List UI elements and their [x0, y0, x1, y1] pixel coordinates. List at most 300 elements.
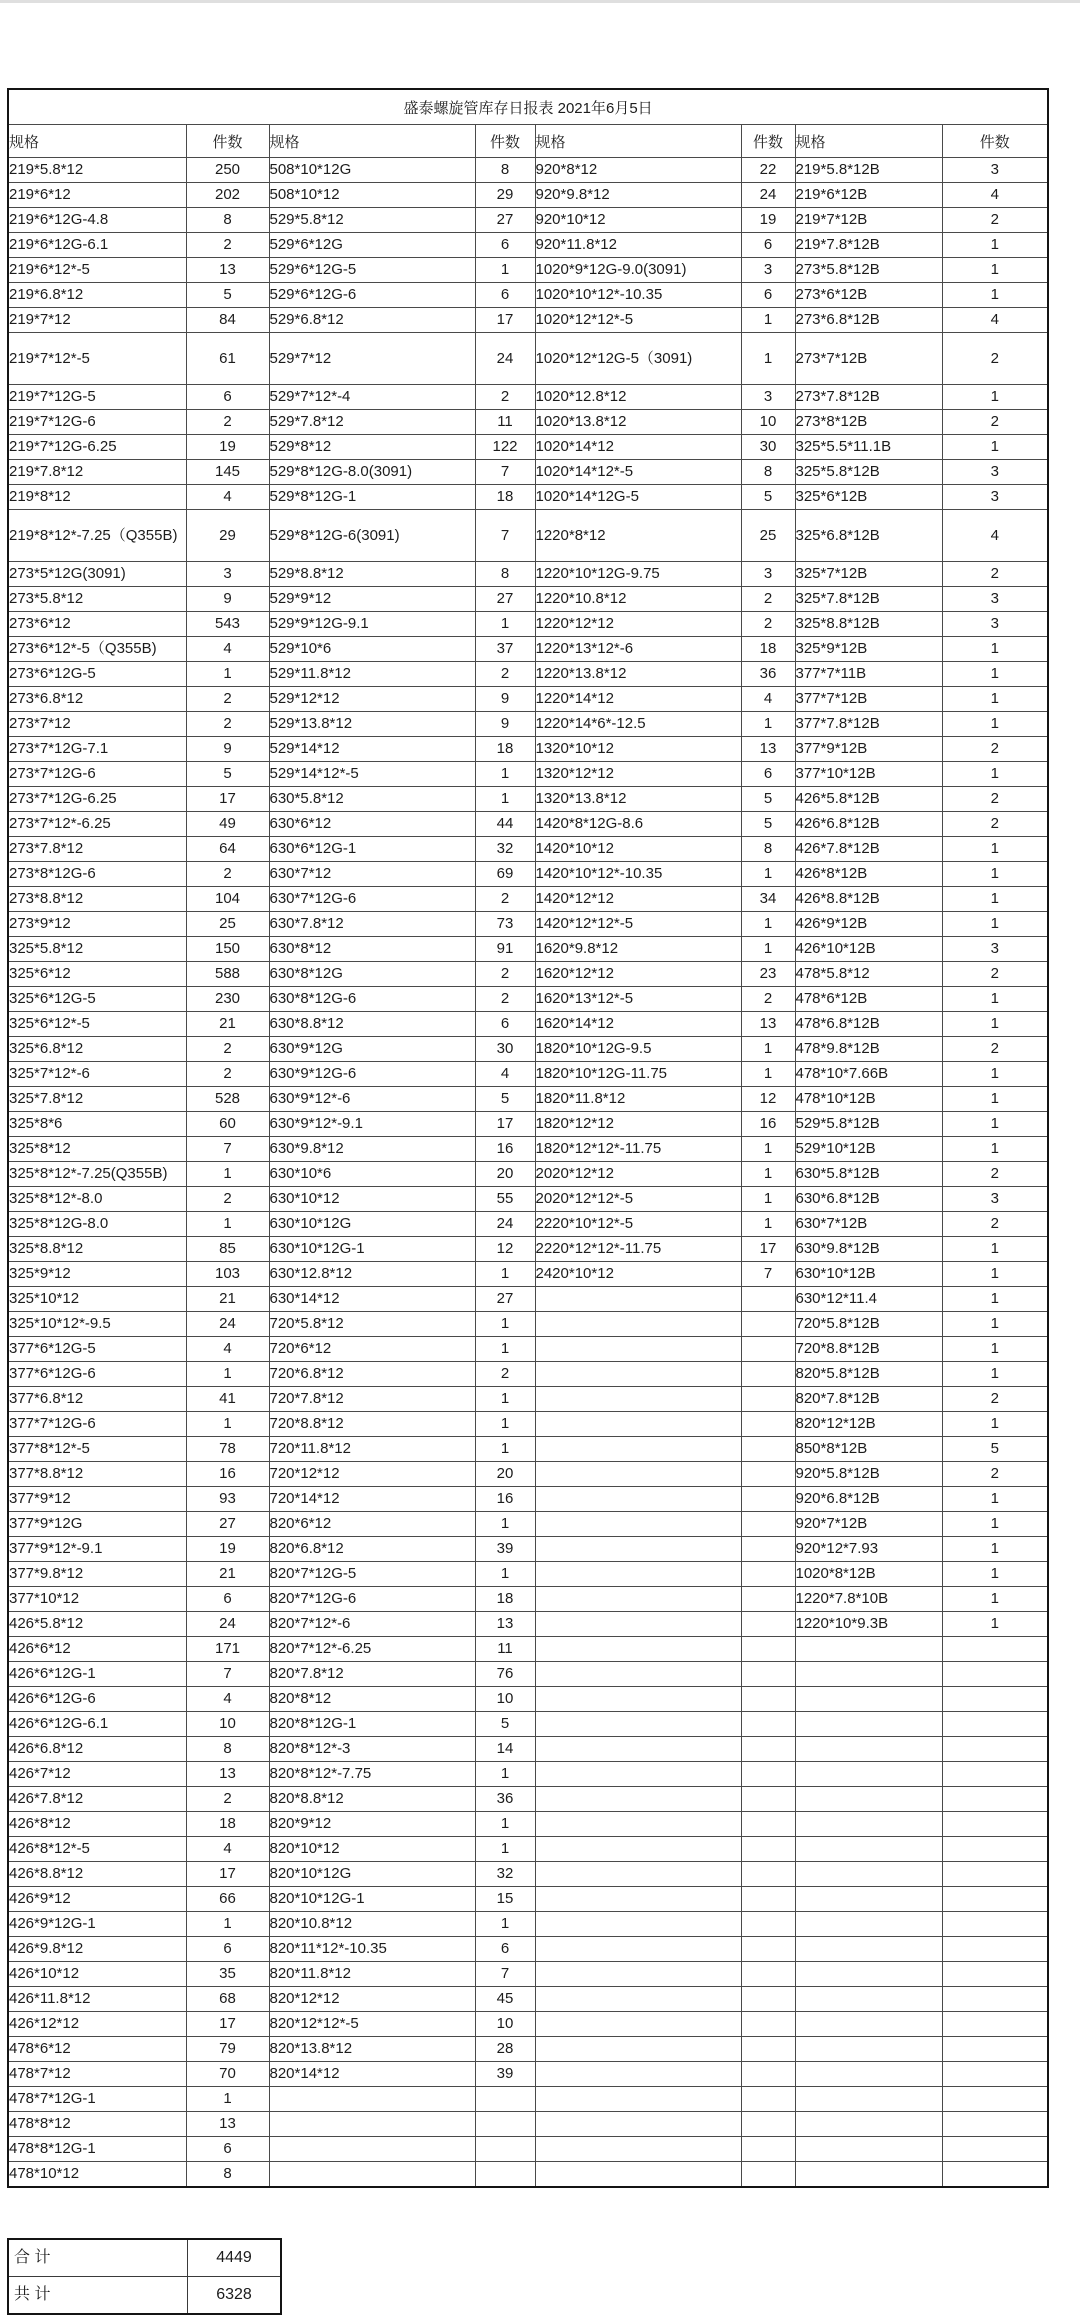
- spec-cell: 630*10*6: [269, 1162, 475, 1187]
- spec-cell: 820*12*12*-5: [269, 2012, 475, 2037]
- qty-cell: 4: [186, 1687, 269, 1712]
- qty-cell: 1: [942, 1362, 1048, 1387]
- spec-cell: 1620*12*12: [535, 962, 741, 987]
- spec-cell: [535, 1787, 741, 1812]
- qty-cell: 8: [186, 208, 269, 233]
- spec-cell: 529*8.8*12: [269, 562, 475, 587]
- table-row: [8, 385, 1048, 410]
- qty-cell: [942, 1987, 1048, 2012]
- qty-cell: [741, 1537, 795, 1562]
- table-row: [8, 912, 1048, 937]
- qty-cell: 103: [186, 1262, 269, 1287]
- spec-cell: 1220*13*12*-6: [535, 637, 741, 662]
- table-row: [8, 1462, 1048, 1487]
- spec-cell: 426*10*12: [8, 1962, 186, 1987]
- spec-cell: 630*5.8*12: [269, 787, 475, 812]
- table-row: [8, 1637, 1048, 1662]
- spec-cell: 273*7.8*12: [8, 837, 186, 862]
- spec-cell: 820*8.8*12: [269, 1787, 475, 1812]
- table-row: [8, 737, 1048, 762]
- qty-cell: 202: [186, 183, 269, 208]
- qty-cell: 2: [186, 862, 269, 887]
- spec-cell: [795, 1762, 942, 1787]
- qty-cell: [741, 1987, 795, 2012]
- table-row: [8, 762, 1048, 787]
- qty-cell: 6: [475, 233, 535, 258]
- qty-cell: 25: [186, 912, 269, 937]
- table-row: [8, 1537, 1048, 1562]
- qty-cell: 10: [741, 410, 795, 435]
- spec-cell: 720*6.8*12: [269, 1362, 475, 1387]
- qty-cell: 64: [186, 837, 269, 862]
- spec-cell: 820*11.8*12: [269, 1962, 475, 1987]
- spec-cell: [795, 1812, 942, 1837]
- spec-cell: 529*12*12: [269, 687, 475, 712]
- qty-cell: 1: [942, 1062, 1048, 1087]
- table-row: [8, 1737, 1048, 1762]
- qty-cell: 543: [186, 612, 269, 637]
- qty-cell: 19: [186, 1537, 269, 1562]
- qty-cell: 9: [475, 712, 535, 737]
- qty-cell: 3: [741, 385, 795, 410]
- qty-cell: 55: [475, 1187, 535, 1212]
- qty-cell: 2: [186, 687, 269, 712]
- qty-cell: 23: [741, 962, 795, 987]
- qty-cell: 4: [186, 485, 269, 510]
- qty-cell: 6: [186, 1937, 269, 1962]
- spec-cell: 273*7*12*-6.25: [8, 812, 186, 837]
- spec-cell: [535, 1362, 741, 1387]
- spec-cell: 426*6*12G-6.1: [8, 1712, 186, 1737]
- spec-cell: [795, 2162, 942, 2188]
- qty-cell: [942, 2037, 1048, 2062]
- qty-cell: 35: [186, 1962, 269, 1987]
- spec-cell: 426*9*12B: [795, 912, 942, 937]
- col-header-spec-4: 规格: [795, 125, 942, 158]
- table-row: [8, 962, 1048, 987]
- spec-cell: 720*6*12: [269, 1337, 475, 1362]
- spec-cell: 426*6.8*12: [8, 1737, 186, 1762]
- spec-cell: 325*10*12*-9.5: [8, 1312, 186, 1337]
- qty-cell: [741, 1937, 795, 1962]
- spec-cell: 630*7.8*12: [269, 912, 475, 937]
- qty-cell: 24: [475, 1212, 535, 1237]
- spec-cell: 1020*12*12G-5（3091): [535, 333, 741, 385]
- qty-cell: 2: [741, 612, 795, 637]
- spec-cell: 1220*10*9.3B: [795, 1612, 942, 1637]
- qty-cell: [741, 1612, 795, 1637]
- spec-cell: [269, 2162, 475, 2188]
- spec-cell: [535, 1587, 741, 1612]
- spec-cell: 529*5.8*12B: [795, 1112, 942, 1137]
- spec-cell: 1020*12*12*-5: [535, 308, 741, 333]
- qty-cell: [942, 2062, 1048, 2087]
- qty-cell: 5: [475, 1712, 535, 1737]
- spec-cell: 630*12*11.4: [795, 1287, 942, 1312]
- qty-cell: 1: [741, 937, 795, 962]
- qty-cell: 1: [741, 1137, 795, 1162]
- spec-cell: 325*6.8*12: [8, 1037, 186, 1062]
- spec-cell: 325*5.5*11.1B: [795, 435, 942, 460]
- spec-cell: 630*9*12G: [269, 1037, 475, 1062]
- qty-cell: [475, 2162, 535, 2188]
- qty-cell: 73: [475, 912, 535, 937]
- qty-cell: 2: [942, 1212, 1048, 1237]
- total-value: 4449: [188, 2239, 282, 2277]
- spec-cell: 630*10*12: [269, 1187, 475, 1212]
- spec-cell: 273*7*12G-6.25: [8, 787, 186, 812]
- spec-cell: 478*10*12B: [795, 1087, 942, 1112]
- spec-cell: 529*7*12*-4: [269, 385, 475, 410]
- spec-cell: [535, 1562, 741, 1587]
- spec-cell: [535, 1712, 741, 1737]
- qty-cell: 2: [942, 333, 1048, 385]
- qty-cell: 1: [942, 1262, 1048, 1287]
- qty-cell: 1: [741, 1037, 795, 1062]
- qty-cell: [741, 2137, 795, 2162]
- spec-cell: 1020*14*12*-5: [535, 460, 741, 485]
- spec-cell: 529*8*12G-1: [269, 485, 475, 510]
- spec-cell: 325*8.8*12: [8, 1237, 186, 1262]
- qty-cell: 2: [475, 987, 535, 1012]
- spec-cell: 426*7*12: [8, 1762, 186, 1787]
- qty-cell: 1: [942, 258, 1048, 283]
- qty-cell: [741, 1812, 795, 1837]
- spec-cell: 720*14*12: [269, 1487, 475, 1512]
- qty-cell: 2: [186, 233, 269, 258]
- inventory-table-body: [8, 158, 1048, 2188]
- col-header-spec-2: 规格: [269, 125, 475, 158]
- spec-cell: 478*6.8*12B: [795, 1012, 942, 1037]
- qty-cell: 2: [942, 812, 1048, 837]
- table-row: [8, 1812, 1048, 1837]
- qty-cell: [741, 2062, 795, 2087]
- spec-cell: 630*10*12G: [269, 1212, 475, 1237]
- spec-cell: [535, 1487, 741, 1512]
- spec-cell: [795, 1637, 942, 1662]
- table-row: [8, 2037, 1048, 2062]
- qty-cell: 70: [186, 2062, 269, 2087]
- spec-cell: 820*12*12B: [795, 1412, 942, 1437]
- qty-cell: 32: [475, 1862, 535, 1887]
- qty-cell: 1: [475, 1337, 535, 1362]
- qty-cell: 1: [186, 2087, 269, 2112]
- table-row: [8, 712, 1048, 737]
- spec-cell: [535, 2012, 741, 2037]
- spec-cell: 720*5.8*12B: [795, 1312, 942, 1337]
- spec-cell: 630*6*12G-1: [269, 837, 475, 862]
- qty-cell: 1: [942, 862, 1048, 887]
- qty-cell: 21: [186, 1287, 269, 1312]
- grand-total-label: 共 计: [8, 2277, 188, 2315]
- qty-cell: 5: [942, 1437, 1048, 1462]
- spec-cell: 426*7.8*12: [8, 1787, 186, 1812]
- table-row: [8, 1437, 1048, 1462]
- qty-cell: 1: [186, 662, 269, 687]
- spec-cell: 219*7.8*12: [8, 460, 186, 485]
- spec-cell: 325*7.8*12B: [795, 587, 942, 612]
- qty-cell: 13: [741, 737, 795, 762]
- qty-cell: 17: [186, 1862, 269, 1887]
- qty-cell: [741, 1337, 795, 1362]
- qty-cell: 1: [741, 712, 795, 737]
- qty-cell: 3: [942, 158, 1048, 183]
- qty-cell: 4: [942, 308, 1048, 333]
- spec-cell: [535, 1637, 741, 1662]
- qty-cell: 2: [475, 962, 535, 987]
- spec-cell: [535, 1537, 741, 1562]
- table-row: [8, 1187, 1048, 1212]
- table-row: [8, 1662, 1048, 1687]
- qty-cell: 122: [475, 435, 535, 460]
- qty-cell: 1: [475, 1387, 535, 1412]
- qty-cell: [741, 1387, 795, 1412]
- spec-cell: [795, 2112, 942, 2137]
- spec-cell: 219*7*12*-5: [8, 333, 186, 385]
- spec-cell: [795, 2137, 942, 2162]
- spec-cell: 1820*10*12G-11.75: [535, 1062, 741, 1087]
- table-row: [8, 1312, 1048, 1337]
- qty-cell: 6: [741, 762, 795, 787]
- qty-cell: 21: [186, 1012, 269, 1037]
- spec-cell: 273*5.8*12B: [795, 258, 942, 283]
- qty-cell: [942, 1862, 1048, 1887]
- qty-cell: 91: [475, 937, 535, 962]
- qty-cell: 68: [186, 1987, 269, 2012]
- table-row: [8, 1987, 1048, 2012]
- qty-cell: [942, 1712, 1048, 1737]
- qty-cell: 7: [741, 1262, 795, 1287]
- table-row: [8, 1212, 1048, 1237]
- table-row: [8, 687, 1048, 712]
- qty-cell: 19: [741, 208, 795, 233]
- qty-cell: 2: [942, 562, 1048, 587]
- qty-cell: 30: [741, 435, 795, 460]
- qty-cell: 2: [186, 1037, 269, 1062]
- qty-cell: 17: [475, 1112, 535, 1137]
- spec-cell: 529*10*12B: [795, 1137, 942, 1162]
- spec-cell: [795, 1737, 942, 1762]
- spec-cell: 820*8*12: [269, 1687, 475, 1712]
- qty-cell: [741, 1637, 795, 1662]
- spec-cell: 630*10*12G-1: [269, 1237, 475, 1262]
- qty-cell: 1: [942, 283, 1048, 308]
- qty-cell: 13: [186, 1762, 269, 1787]
- qty-cell: 2: [942, 1037, 1048, 1062]
- qty-cell: 1: [942, 687, 1048, 712]
- spec-cell: [535, 1937, 741, 1962]
- qty-cell: 1: [942, 712, 1048, 737]
- spec-cell: 820*7*12G-6: [269, 1587, 475, 1612]
- table-row: [8, 1787, 1048, 1812]
- spec-cell: 325*5.8*12B: [795, 460, 942, 485]
- qty-cell: [741, 1912, 795, 1937]
- spec-cell: 426*8*12: [8, 1812, 186, 1837]
- qty-cell: 32: [475, 837, 535, 862]
- qty-cell: 104: [186, 887, 269, 912]
- qty-cell: 1: [942, 1487, 1048, 1512]
- qty-cell: 1: [475, 1512, 535, 1537]
- qty-cell: 5: [741, 812, 795, 837]
- spec-cell: 273*7*12B: [795, 333, 942, 385]
- spec-cell: 720*8.8*12B: [795, 1337, 942, 1362]
- spec-cell: 1420*10*12: [535, 837, 741, 862]
- qty-cell: [741, 1687, 795, 1712]
- qty-cell: 27: [475, 587, 535, 612]
- table-row: [8, 1587, 1048, 1612]
- spec-cell: [795, 1787, 942, 1812]
- qty-cell: 2: [942, 962, 1048, 987]
- spec-cell: 820*7*12*-6.25: [269, 1637, 475, 1662]
- qty-cell: 1: [741, 1212, 795, 1237]
- qty-cell: 1: [741, 1187, 795, 1212]
- qty-cell: 29: [186, 510, 269, 562]
- qty-cell: 2: [475, 887, 535, 912]
- spec-cell: 720*8.8*12: [269, 1412, 475, 1437]
- table-row: [8, 1412, 1048, 1437]
- spec-cell: [535, 1337, 741, 1362]
- spec-cell: 850*8*12B: [795, 1437, 942, 1462]
- spec-cell: [535, 2062, 741, 2087]
- spec-cell: 630*7*12G-6: [269, 887, 475, 912]
- qty-cell: 5: [741, 787, 795, 812]
- qty-cell: 1: [186, 1162, 269, 1187]
- qty-cell: [942, 1812, 1048, 1837]
- spec-cell: 820*10*12G: [269, 1862, 475, 1887]
- qty-cell: [942, 1687, 1048, 1712]
- qty-cell: 45: [475, 1987, 535, 2012]
- qty-cell: 9: [186, 587, 269, 612]
- spec-cell: [535, 1687, 741, 1712]
- table-row: [8, 2112, 1048, 2137]
- spec-cell: 529*10*6: [269, 637, 475, 662]
- qty-cell: 12: [475, 1237, 535, 1262]
- spec-cell: 1320*13.8*12: [535, 787, 741, 812]
- spec-cell: 273*6*12B: [795, 283, 942, 308]
- spec-cell: [535, 1662, 741, 1687]
- table-row: [8, 587, 1048, 612]
- spec-cell: 325*6*12*-5: [8, 1012, 186, 1037]
- spec-cell: 325*9*12: [8, 1262, 186, 1287]
- summary-table: [7, 2238, 282, 2315]
- qty-cell: [942, 2137, 1048, 2162]
- qty-cell: [741, 2037, 795, 2062]
- qty-cell: [741, 1837, 795, 1862]
- spec-cell: 630*12.8*12: [269, 1262, 475, 1287]
- qty-cell: 4: [942, 510, 1048, 562]
- qty-cell: 2: [942, 1462, 1048, 1487]
- spec-cell: 1420*12*12*-5: [535, 912, 741, 937]
- qty-cell: 1: [186, 1212, 269, 1237]
- spec-cell: 529*6*12G: [269, 233, 475, 258]
- spec-cell: 529*8*12G-6(3091): [269, 510, 475, 562]
- qty-cell: 15: [475, 1887, 535, 1912]
- spec-cell: 820*14*12: [269, 2062, 475, 2087]
- table-row: [8, 1837, 1048, 1862]
- spec-cell: 1820*12*12: [535, 1112, 741, 1137]
- table-row: [8, 787, 1048, 812]
- qty-cell: 11: [475, 410, 535, 435]
- spec-cell: [795, 1712, 942, 1737]
- qty-cell: 1: [942, 385, 1048, 410]
- qty-cell: [942, 1837, 1048, 1862]
- spec-cell: 508*10*12: [269, 183, 475, 208]
- spec-cell: 377*9*12*-9.1: [8, 1537, 186, 1562]
- qty-cell: 4: [741, 687, 795, 712]
- spec-cell: [535, 1987, 741, 2012]
- qty-cell: 1: [942, 1312, 1048, 1337]
- table-row: [8, 1937, 1048, 1962]
- spec-cell: 273*5*12G(3091): [8, 562, 186, 587]
- table-row: [8, 1062, 1048, 1087]
- qty-cell: 2: [186, 1187, 269, 1212]
- spec-cell: 2020*12*12*-5: [535, 1187, 741, 1212]
- spec-cell: 1220*13.8*12: [535, 662, 741, 687]
- spec-cell: 1220*10*12G-9.75: [535, 562, 741, 587]
- qty-cell: 1: [741, 912, 795, 937]
- qty-cell: [942, 1962, 1048, 1987]
- qty-cell: 1: [475, 1812, 535, 1837]
- qty-cell: [942, 2087, 1048, 2112]
- qty-cell: [741, 1787, 795, 1812]
- spec-cell: [795, 1962, 942, 1987]
- table-row: [8, 987, 1048, 1012]
- qty-cell: 13: [475, 1612, 535, 1637]
- qty-cell: 19: [186, 435, 269, 460]
- spec-cell: 325*8*12: [8, 1137, 186, 1162]
- qty-cell: 2: [741, 987, 795, 1012]
- qty-cell: 3: [942, 460, 1048, 485]
- spec-cell: [269, 2137, 475, 2162]
- qty-cell: 6: [741, 283, 795, 308]
- qty-cell: 60: [186, 1112, 269, 1137]
- qty-cell: 7: [475, 460, 535, 485]
- qty-cell: 16: [475, 1137, 535, 1162]
- qty-cell: 12: [741, 1087, 795, 1112]
- qty-cell: 44: [475, 812, 535, 837]
- qty-cell: 1: [475, 1912, 535, 1937]
- spec-cell: 426*12*12: [8, 2012, 186, 2037]
- table-row: [8, 637, 1048, 662]
- qty-cell: 2: [942, 1162, 1048, 1187]
- spec-cell: 426*6*12G-1: [8, 1662, 186, 1687]
- spec-cell: 820*8*12G-1: [269, 1712, 475, 1737]
- spec-cell: 325*10*12: [8, 1287, 186, 1312]
- spec-cell: [535, 1412, 741, 1437]
- spec-cell: 325*8*6: [8, 1112, 186, 1137]
- qty-cell: 1: [741, 1162, 795, 1187]
- qty-cell: 1: [186, 1362, 269, 1387]
- spec-cell: 529*14*12*-5: [269, 762, 475, 787]
- qty-cell: 1: [186, 1912, 269, 1937]
- spec-cell: [535, 1812, 741, 1837]
- spec-cell: 820*7.8*12: [269, 1662, 475, 1687]
- qty-cell: [741, 1437, 795, 1462]
- qty-cell: [741, 2087, 795, 2112]
- spec-cell: 529*14*12: [269, 737, 475, 762]
- spec-cell: 529*7*12: [269, 333, 475, 385]
- table-row: [8, 1362, 1048, 1387]
- spec-cell: 1020*8*12B: [795, 1562, 942, 1587]
- table-row: [8, 1612, 1048, 1637]
- spec-cell: [795, 1912, 942, 1937]
- spec-cell: 426*8.8*12: [8, 1862, 186, 1887]
- qty-cell: [741, 1412, 795, 1437]
- qty-cell: 4: [942, 183, 1048, 208]
- spec-cell: 325*8*12G-8.0: [8, 1212, 186, 1237]
- qty-cell: 85: [186, 1237, 269, 1262]
- qty-cell: 3: [942, 587, 1048, 612]
